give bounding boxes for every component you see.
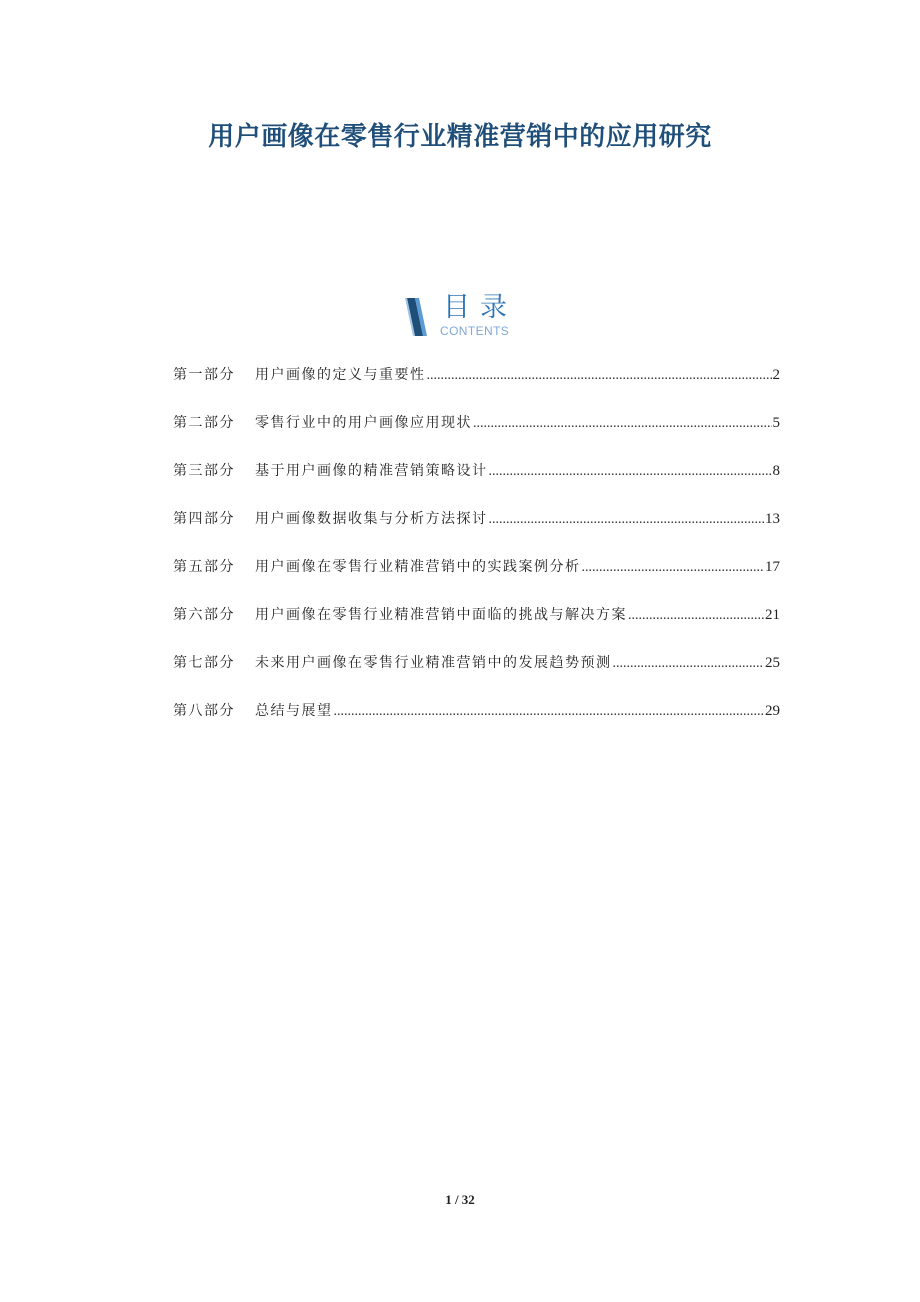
toc-entry-title: 基于用户画像的精准营销策略设计 — [255, 463, 488, 479]
toc-dot-leader — [427, 368, 772, 384]
toc-heading: 目录 — [443, 292, 517, 323]
toc-page-number: 5 — [772, 415, 780, 431]
toc-dot-leader — [628, 608, 764, 624]
toc-part-label: 第三部分 — [173, 463, 235, 479]
toc-dot-leader — [489, 464, 772, 480]
toc-entry-title: 总结与展望 — [255, 703, 333, 719]
toc-part-label: 第四部分 — [173, 511, 235, 527]
toc-list — [173, 364, 780, 748]
document-title: 用户画像在零售行业精准营销中的应用研究 — [208, 122, 712, 152]
toc-entry-title: 未来用户画像在零售行业精准营销中的发展趋势预测 — [255, 655, 612, 671]
toc-entry-title: 零售行业中的用户画像应用现状 — [255, 415, 472, 431]
toc-dot-leader — [334, 704, 765, 720]
toc-entry[interactable] — [173, 508, 780, 556]
toc-part-label: 第一部分 — [173, 367, 235, 383]
toc-header — [405, 294, 525, 340]
toc-part-label: 第七部分 — [173, 655, 235, 671]
toc-page-number: 29 — [765, 703, 780, 719]
toc-entry[interactable] — [173, 604, 780, 652]
toc-dot-leader — [613, 656, 765, 672]
toc-entry-title: 用户画像在零售行业精准营销中面临的挑战与解决方案 — [255, 607, 627, 623]
toc-page-number: 13 — [765, 511, 780, 527]
toc-page-number: 21 — [765, 607, 780, 623]
toc-dot-leader — [473, 416, 772, 432]
toc-entry[interactable] — [173, 556, 780, 604]
toc-part-label: 第二部分 — [173, 415, 235, 431]
toc-dot-leader — [582, 560, 765, 576]
toc-dot-leader — [489, 512, 765, 528]
toc-logo-icon — [405, 296, 429, 338]
toc-part-label: 第六部分 — [173, 607, 235, 623]
toc-entry-title: 用户画像的定义与重要性 — [255, 367, 426, 383]
toc-entry-title: 用户画像数据收集与分析方法探讨 — [255, 511, 488, 527]
toc-entry[interactable] — [173, 412, 780, 460]
toc-entry-title: 用户画像在零售行业精准营销中的实践案例分析 — [255, 559, 581, 575]
toc-page-number: 8 — [772, 463, 780, 479]
toc-subheading: CONTENTS — [440, 324, 510, 338]
toc-page-number: 2 — [772, 367, 780, 383]
toc-entry[interactable] — [173, 460, 780, 508]
toc-page-number: 25 — [765, 655, 780, 671]
toc-entry[interactable] — [173, 652, 780, 700]
toc-part-label: 第五部分 — [173, 559, 235, 575]
toc-entry[interactable] — [173, 364, 780, 412]
toc-entry[interactable] — [173, 700, 780, 748]
toc-page-number: 17 — [765, 559, 780, 575]
toc-part-label: 第八部分 — [173, 703, 235, 719]
page-number-footer: 1 / 32 — [445, 1192, 475, 1207]
